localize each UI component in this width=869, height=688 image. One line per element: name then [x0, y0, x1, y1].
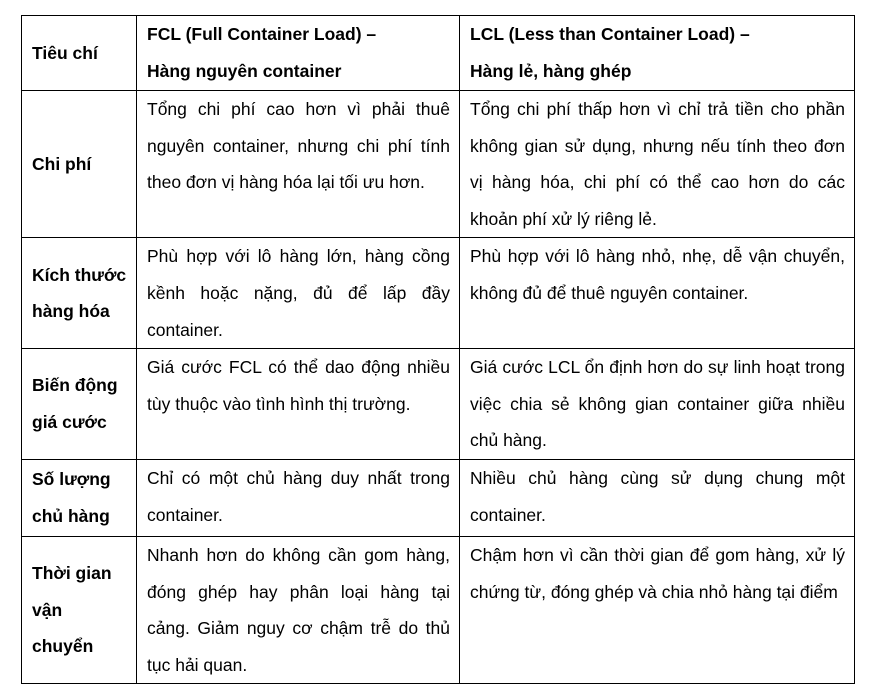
- table-row: [22, 91, 855, 238]
- row-fcl-cost: Tổng chi phí cao hơn vì phải thuê nguyên container, nhưng chi phí tính theo đơn vị hàng hóa lại tối ưu hơn.: [137, 91, 460, 238]
- table-row: [22, 349, 855, 460]
- row-criteria-size: Kích thước hàng hóa: [22, 238, 137, 349]
- header-fcl: [137, 16, 460, 91]
- row-fcl-shippers: Chỉ có một chủ hàng duy nhất trong container.: [137, 459, 460, 536]
- row-criteria-shippers: Số lượng chủ hàng: [22, 459, 137, 536]
- header-fcl-line1: FCL (Full Container Load) –: [147, 24, 377, 44]
- comparison-table: [21, 15, 855, 684]
- table-row: [22, 459, 855, 536]
- header-lcl-line1: LCL (Less than Container Load) –: [470, 24, 750, 44]
- row-criteria-transit: Thời gian vận chuyển: [22, 536, 137, 683]
- header-lcl-line2: Hàng lẻ, hàng ghép: [470, 60, 632, 81]
- table-row: [22, 536, 855, 683]
- row-lcl-shippers: Nhiều chủ hàng cùng sử dụng chung một container.: [460, 459, 855, 536]
- row-criteria-cost: Chi phí: [22, 91, 137, 238]
- header-row: [22, 16, 855, 91]
- row-lcl-cost: Tổng chi phí thấp hơn vì chỉ trả tiền cho phần không gian sử dụng, nhưng nếu tính theo đơn vị hàng hóa, chi phí có thể cao hơn do các khoản phí xử lý riêng lẻ.: [460, 91, 855, 238]
- row-fcl-size: Phù hợp với lô hàng lớn, hàng cồng kềnh hoặc nặng, đủ để lấp đầy container.: [137, 238, 460, 349]
- row-lcl-transit: Chậm hơn vì cần thời gian để gom hàng, xử lý chứng từ, đóng ghép và chia nhỏ hàng tại điểm: [460, 536, 855, 683]
- row-fcl-transit: Nhanh hơn do không cần gom hàng, đóng ghép hay phân loại hàng tại cảng. Giảm nguy cơ chậm trễ do thủ tục hải quan.: [137, 536, 460, 683]
- table-row: [22, 238, 855, 349]
- row-lcl-size: Phù hợp với lô hàng nhỏ, nhẹ, dễ vận chuyển, không đủ để thuê nguyên container.: [460, 238, 855, 349]
- row-lcl-rate: Giá cước LCL ổn định hơn do sự linh hoạt trong việc chia sẻ không gian container giữa nhiều chủ hàng.: [460, 349, 855, 460]
- header-criteria: Tiêu chí: [22, 16, 137, 91]
- row-fcl-rate: Giá cước FCL có thể dao động nhiều tùy thuộc vào tình hình thị trường.: [137, 349, 460, 460]
- row-criteria-rate: Biến động giá cước: [22, 349, 137, 460]
- header-lcl: [460, 16, 855, 91]
- header-fcl-line2: Hàng nguyên container: [147, 60, 342, 81]
